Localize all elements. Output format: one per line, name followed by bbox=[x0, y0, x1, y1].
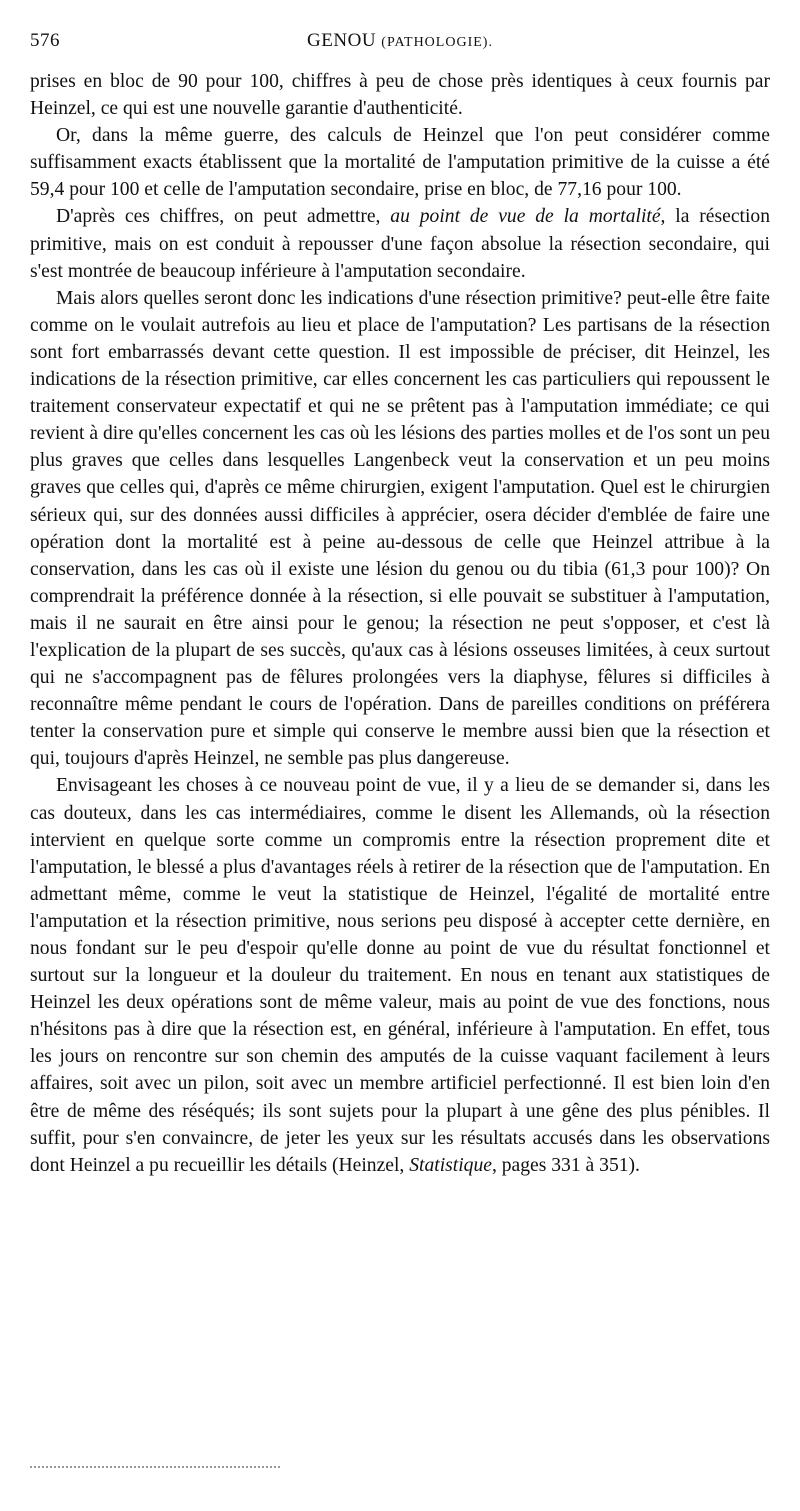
running-head-title: GENOU bbox=[307, 30, 377, 51]
italic-phrase: au point de vue de la mortalité bbox=[390, 206, 661, 228]
paragraph-indications: Mais alors quelles seront donc les indications d'une résection primitive? peut-elle être faite comme on le voulait autrefois au lieu et place de l'amputation? Les partisans de la résection sont fort embarrassés devant cette question. Il est impossible de préciser, dit Heinzel, les indications de la résection primitive, car elles concernent les cas particuliers qui repoussent le traitement conservateur expectatif et qui ne se prêtent pas à l'amputation immédiate; ce qui revient à dire qu'elles concernent les cas où les lésions des parties molles et de l'os sont un peu plus graves que celles dans lesquelles Langenbeck veut la conservation et un peu moins graves que celles qui, d'après ce même chirurgien, exigent l'amputation. Quel est le chirurgien sérieux qui, sur des données aussi difficiles à apprécier, osera décider d'emblée de faire une opération dont la mortalité est à peine au-dessous de celle que Heinzel attribue à la conservation, dans les cas où il existe une lésion du genou ou du tibia (61,3 pour 100)? On comprendrait la préférence donnée à la résection, si elle pouvait se substituer à l'amputation, mais il ne saurait en être ainsi pour le genou; la résection ne peut s'opposer, et c'est là l'explication de la plupart de ses succès, qu'aux cas à lésions osseuses limitées, à ceux surtout qui ne s'accompagnent pas de fêlures prolongées vers la diaphyse, fêlures si difficiles à reconnaître même pendant le cours de l'opération. Dans de pareilles conditions on préférera tenter la conservation pure et simple qui conserve le membre aussi bien que la résection et qui, toujours d'après Heinzel, ne semble pas plus dangereuse. bbox=[30, 287, 770, 770]
paragraph-continuation: prises en bloc de 90 pour 100, chiffres à peu de chose près identiques à ceux fournis par Heinzel, ce qui est une nouvelle garantie d'authenticité. bbox=[30, 71, 770, 120]
paragraph-text: , la résection primitive, mais on est conduit à repousser d'une façon absolue la résection secondaire, qui s'est montrée de beaucoup inférieure à l'amputation secondaire. bbox=[30, 206, 770, 282]
running-head bbox=[30, 30, 770, 52]
paragraph-text: Envisageant les choses à ce nouveau point de vue, il y a lieu de se demander si, dans les cas douteux, dans les cas intermédiaires, comme le disent les Allemands, où la résection intervient en quelque sorte comme un compromis entre la résection proprement dite et l'amputation, le blessé a plus d'avantages réels à retirer de la résection que de l'amputation. En admettant même, comme le veut la statistique de Heinzel, l'égalité de mortalité entre l'amputation et la résection primitive, nous serions peu disposé à accepter cette dernière, en nous fondant sur le peu d'espoir qu'elle donne au point de vue du résultat fonctionnel et surtout sur la longueur et la douleur du traitement. En nous en tenant aux statistiques de Heinzel les deux opérations sont de même valeur, mais au point de vue des fonctions, nous n'hésitons pas à dire que la résection est, en général, inférieure à l'amputation. En effet, tous les jours on rencontre sur son chemin des amputés de la cuisse vaquant facilement à leurs affaires, soit avec un pilon, soit avec un membre artificiel perfectionné. Il est bien loin d'en être de même des réséqués; ils sont sujets pour la plupart à une gêne des plus pénibles. Il suffit, pour s'en convaincre, de jeter les yeux sur les résultats accusés dans les observations dont Heinzel a pu recueillir les détails (Heinzel, bbox=[30, 775, 770, 1176]
page-number: 576 bbox=[30, 30, 60, 51]
italic-reference: Statistique bbox=[409, 1154, 492, 1176]
paragraph-text: , pages 331 à 351). bbox=[491, 1154, 640, 1176]
running-head-section: (PATHOLOGIE). bbox=[381, 35, 493, 50]
body-text bbox=[30, 68, 770, 1179]
page-header bbox=[30, 30, 770, 54]
footer-rule bbox=[30, 1466, 280, 1468]
paragraph-resection-conclusion bbox=[30, 203, 770, 284]
paragraph-comparison bbox=[30, 772, 770, 1178]
paragraph-text: D'après ces chiffres, on peut admettre, bbox=[56, 206, 391, 228]
paragraph-mortality-figures: Or, dans la même guerre, des calculs de Heinzel que l'on peut considérer comme suffisamment exacts établissent que la mortalité de l'amputation primitive de la cuisse a été 59,4 pour 100 et celle de l'amputation secondaire, prise en bloc, de 77,16 pour 100. bbox=[30, 125, 770, 201]
